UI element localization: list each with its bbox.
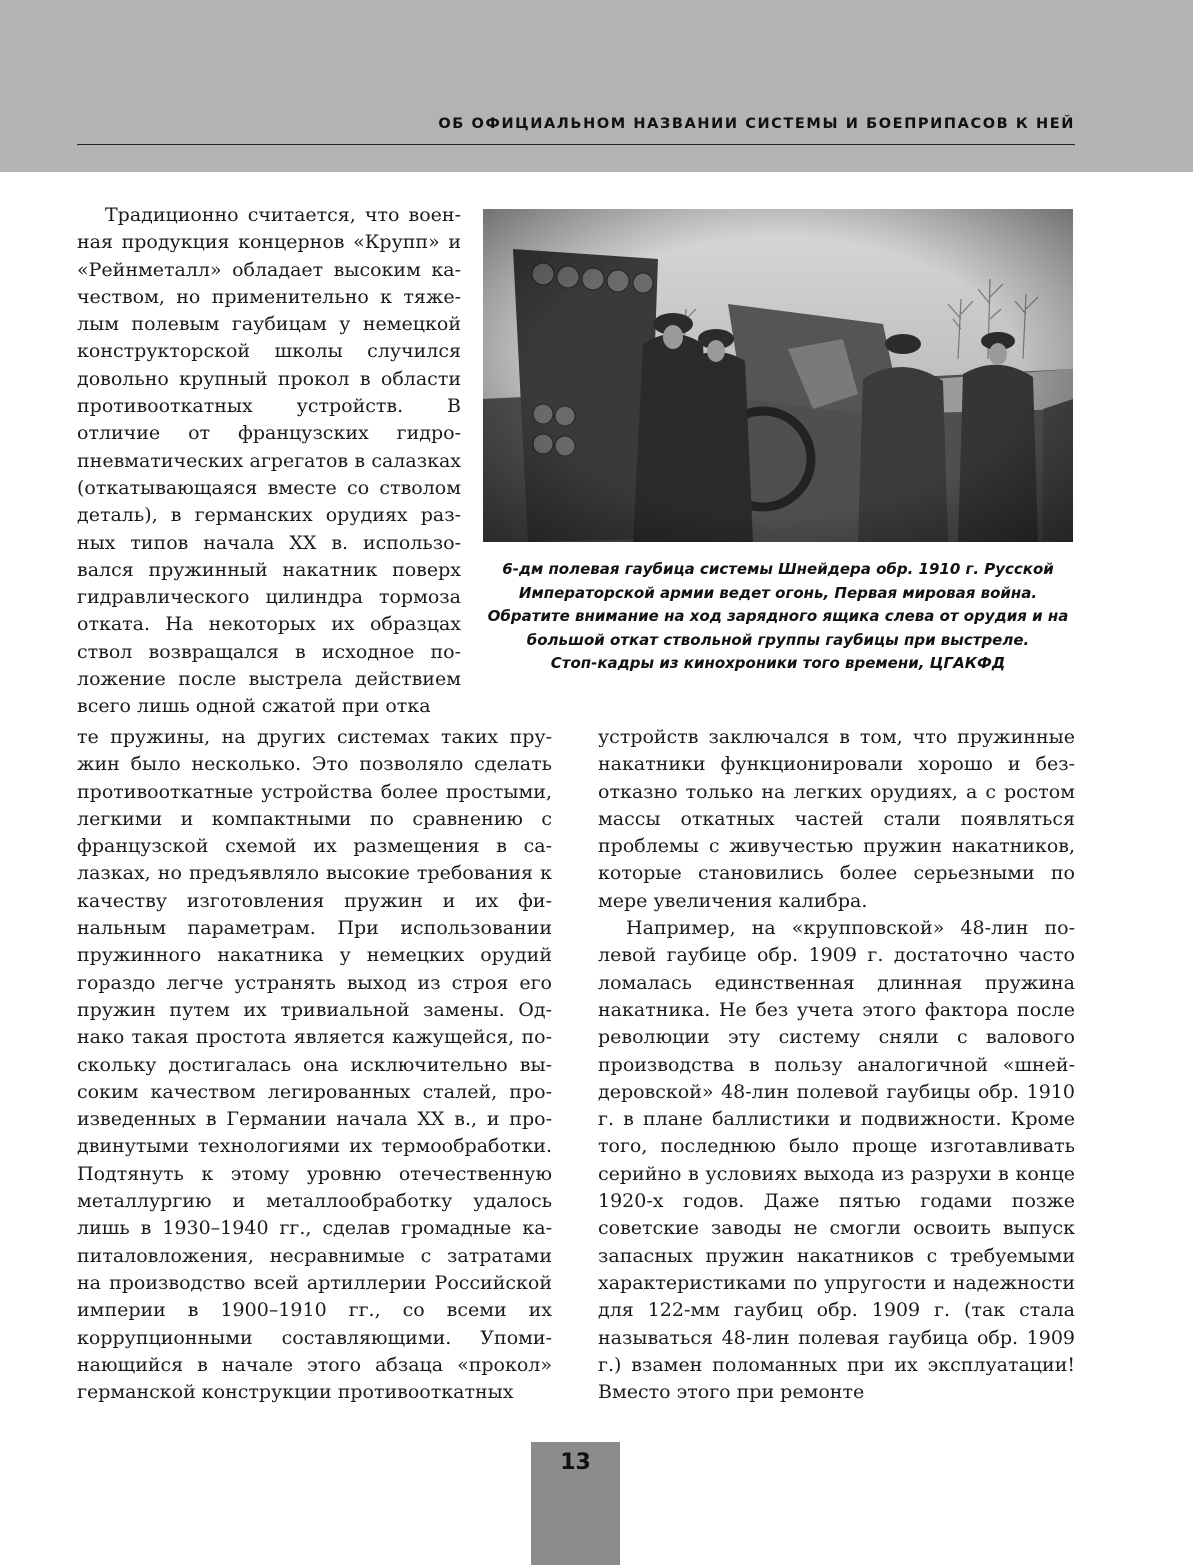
body-paragraph: Например, на «крупповской» 48-лин полевой гаубице обр. 1909 г. достаточно часто ломалась единственная длинная пружина накатника. Не без учета этого фактора после революции эту систему сняли с валового производства в пользу аналогичной «шнейдеровской» 48-лин полевой гаубицы обр. 1910 г. в плане баллистики и подвижности. Кроме того, последнюю было проще изготавливать серийно в условиях выхода из разрухи в конце 1920-х годов. Даже пятью годами позже советские заводы не смогли освоить выпуск запасных пружин накатников с требуемыми характеристиками по упругости и надежности для 122-мм гаубиц обр. 1909 г. (так стала называться 48-лин полевая гаубица обр. 1909 г.) взамен поломанных при их эксплуатации! Вместо этого при ремонте — [598, 917, 1075, 1404]
left-column-bottom — [77, 724, 552, 1406]
page-number: 13 — [560, 1450, 591, 1475]
body-paragraph: устройств заключался в том, что пружинные накатники функционировали хорошо и безотказно только на легких орудиях, а с ростом массы откатных частей стали появляться проблемы с живучестью пружин накатников, которые становились более серьезными по мере увеличения калибра. — [598, 726, 1075, 912]
header-band — [0, 0, 1193, 172]
caption-line: большой откат ствольной группы гаубицы при выстреле. — [526, 630, 1030, 649]
page-number-tab — [531, 1442, 620, 1565]
body-paragraph: те пружины, на других системах таких пружин было несколько. Это позволяло сделать противооткатные устройства более простыми, легкими и компактными по сравнению с французской схемой их размещения в салазках, но предъявляло высокие требования к качеству изготовления пружин и их финальным параметрам. При использовании пружинного накатника у немецких орудий гораздо легче устранять выход из строя его пружин путем их тривиальной замены. Однако такая простота является кажущейся, поскольку достигалась она исключительно высоким качеством легированных сталей, произведенных в Германии начала XX в., и продвинутыми технологиями их термообработки. Подтянуть к этому уровню отечественную металлургию и металлообработку удалось лишь в 1930–1940 гг., сделав громадные капиталовложения, несравнимые с затратами на производство всей артиллерии Российской империи в 1900–1910 гг., со всеми их коррупционными составляющими. Упоминающийся в начале этого абзаца «прокол» германской конструкции противооткатных — [77, 726, 552, 1404]
historical-photo — [483, 209, 1073, 542]
left-column-top — [77, 202, 461, 721]
howitzer-crew-photo-icon — [483, 209, 1073, 542]
header-divider — [77, 144, 1075, 145]
caption-line: Стоп-кадры из кинохроники того времени, ЦГАКФД — [550, 654, 1006, 672]
caption-line: 6-дм полевая гаубица системы Шнейдера обр. 1910 г. Русской — [502, 560, 1054, 578]
caption-line: Императорской армии ведет огонь, Первая мировая война. — [518, 583, 1038, 602]
body-paragraph: Традиционно считается, что военная продукция концернов «Крупп» и «Рейнметалл» обладает высоким качеством, но применительно к тяжелым полевым гаубицам у немецкой конструкторской школы случился довольно крупный прокол в области противооткатных устройств. В отличие от французских гидропневматических агрегатов в салазках (откатывающаяся вместе со стволом деталь), в германских орудиях разных типов начала XX в. использовался пружинный накатник поверх гидравлического цилиндра тормоза отката. На некоторых их образцах ствол возвращался в исходное положение после выстрела действием всего лишь одной сжатой при отка — [77, 204, 461, 718]
figure-caption — [483, 558, 1073, 676]
caption-line: Обратите внимание на ход зарядного ящика слева от орудия и на — [487, 607, 1069, 625]
right-column — [598, 724, 1075, 1406]
running-head: ОБ ОФИЦИАЛЬНОМ НАЗВАНИИ СИСТЕМЫ И БОЕПРИПАСОВ К НЕЙ — [438, 116, 1075, 132]
